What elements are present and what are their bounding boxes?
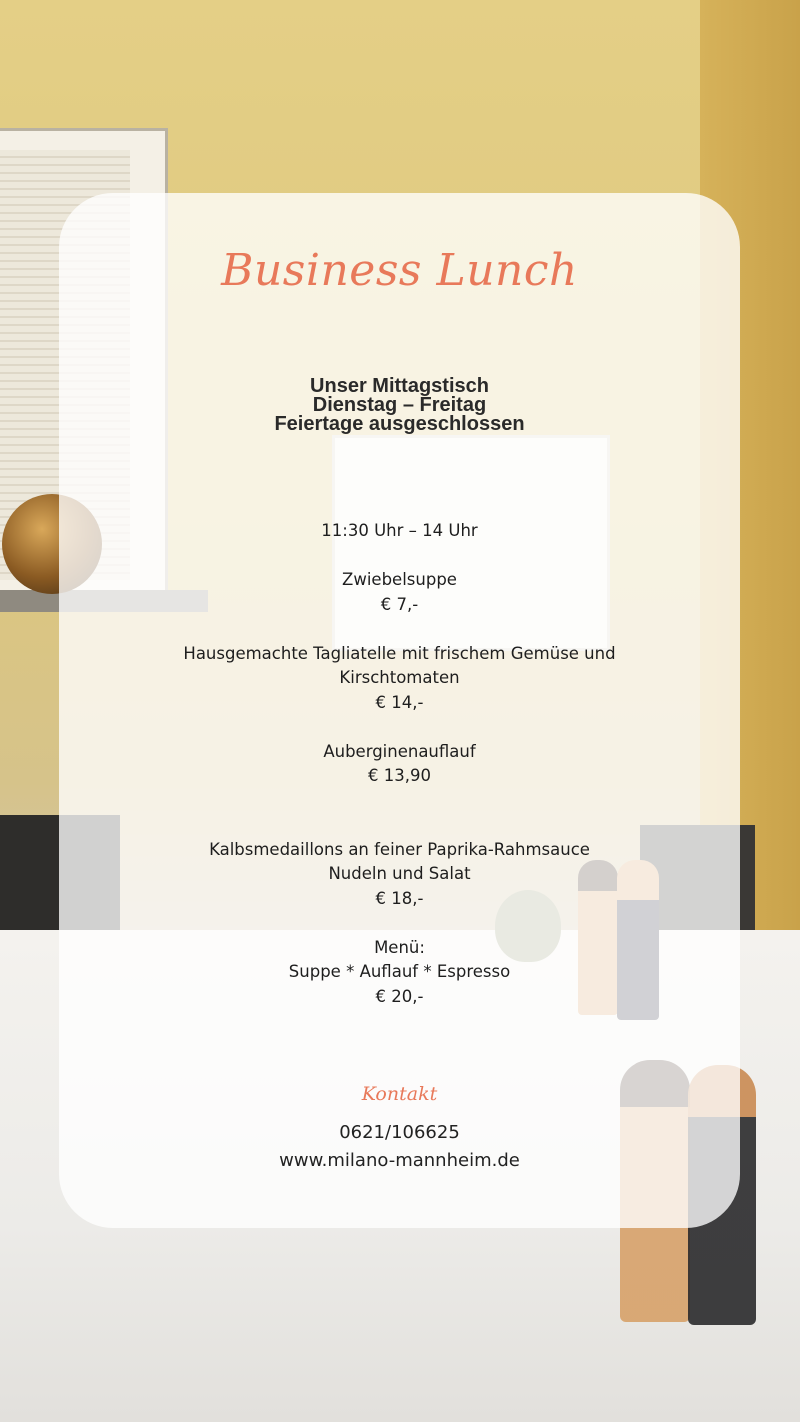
subheading-line: Unser Mittagstisch (310, 375, 489, 397)
menu-card (59, 193, 740, 1228)
menu-item-name: Zwiebelsuppe (342, 570, 457, 589)
menu-item-price: € 14,- (375, 692, 424, 712)
contact-info (59, 1119, 740, 1175)
menu-item-name: Hausgemachte Tagliatelle mit frischem Gemüse und (183, 643, 616, 663)
menu-item-name: Auberginenauflauf (323, 741, 476, 761)
menu-subheading (59, 377, 740, 434)
menu-title: Business Lunch (221, 245, 578, 296)
menu-item-name: Kalbsmedaillons an feiner Paprika-Rahmsauce (209, 839, 590, 859)
menu-item-price: € 13,90 (368, 766, 431, 785)
menu-item-name: Nudeln und Salat (328, 864, 471, 883)
menu-item-name: Suppe * Auflauf * Espresso (288, 962, 511, 981)
subheading-line: Feiertage ausgeschlossen (274, 413, 525, 435)
menu-item-price: € 7,- (380, 594, 419, 614)
opening-hours: 11:30 Uhr – 14 Uhr (321, 521, 478, 540)
menu-item-price: € 20,- (375, 986, 424, 1006)
subheading-line: Dienstag – Freitag (312, 394, 487, 416)
contact-title: Kontakt (361, 1083, 438, 1105)
contact-website[interactable]: www.milano-mannheim.de (279, 1150, 520, 1171)
menu-item-price: € 18,- (375, 888, 424, 908)
contact-phone[interactable]: 0621/106625 (339, 1122, 460, 1143)
menu-item-name: Menü: (374, 937, 425, 957)
menu-list (59, 519, 740, 1009)
menu-item-name: Kirschtomaten (339, 668, 460, 687)
